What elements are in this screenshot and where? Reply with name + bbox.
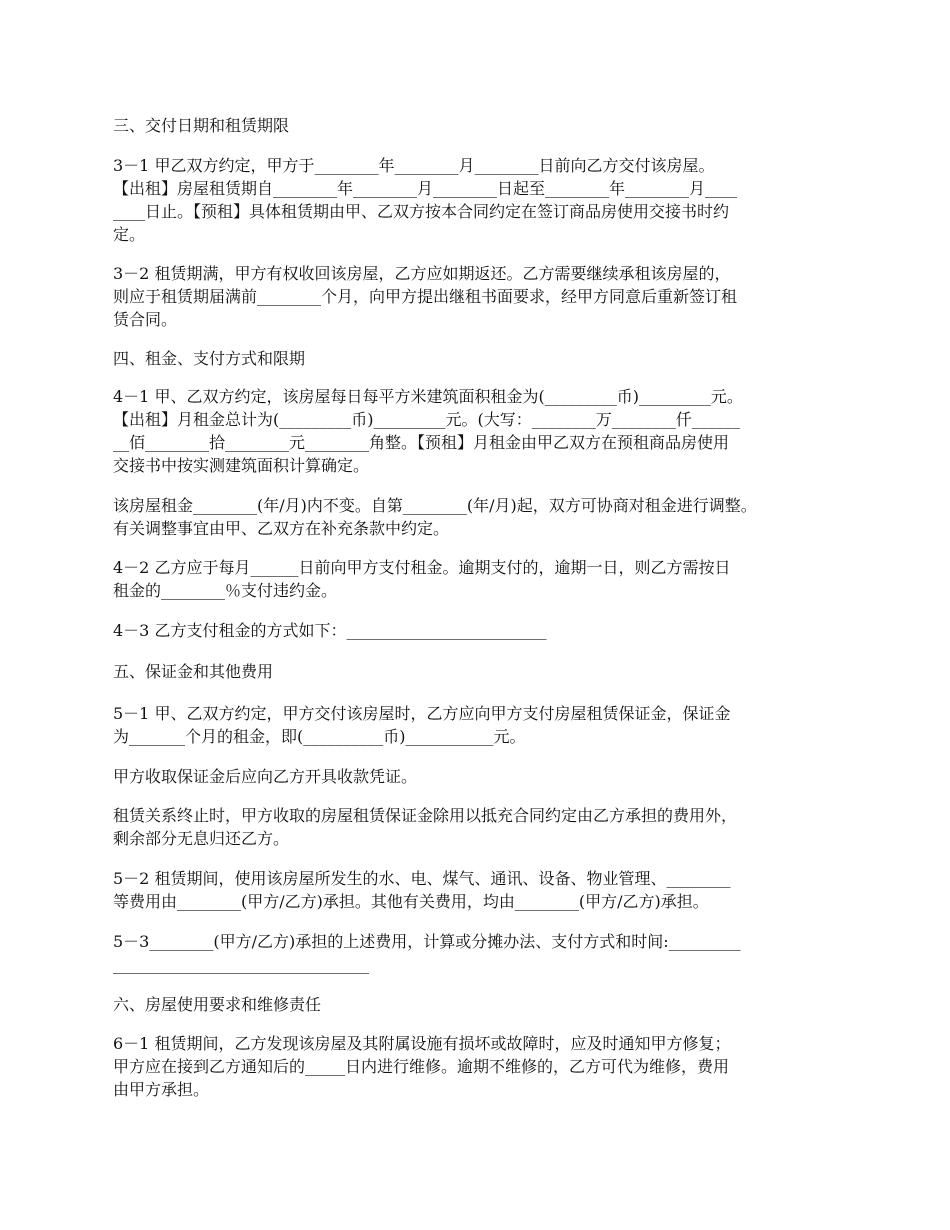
clause-4-1-line-1: 4－1 甲、乙双方约定，该房屋每日每平方米建筑面积租金为(_________币)_________元。 (113, 387, 743, 406)
clause-3-2-line-3: 赁合同。 (113, 310, 178, 329)
clause-3-2-line-1: 3－2 租赁期满，甲方有权收回该房屋，乙方应如期返还。乙方需要继续承租该房屋的， (113, 264, 731, 283)
section-heading: 四、租金、支付方式和限期 (113, 349, 306, 368)
clause-6-1-line-2: 甲方应在接到乙方通知后的_____日内进行维修。逾期不维修的，乙方可代为维修，费用 (113, 1057, 730, 1076)
clause-5-2-line-1: 5－2 租赁期间，使用该房屋所发生的水、电、煤气、通讯、设备、物业管理、________ (113, 869, 731, 888)
clause-4-2-line-2: 租金的________％支付违约金。 (113, 581, 338, 600)
clause-4-2-line-1: 4－2 乙方应于每月______日前向甲方支付租金。逾期支付的，逾期一日，则乙方需按日 (113, 558, 731, 577)
clause-3-1-line-4: 定。 (113, 225, 146, 244)
deposit-return-line-2: 剩余部分无息归还乙方。 (113, 829, 290, 848)
clause-3-1-line-3: ____日止。【预租】具体租赁期由甲、乙双方按本合同约定在签订商品房使用交接书时约 (113, 202, 730, 221)
clause-4-1-line-3: __佰________拾________元________角整。【预租】月租金由甲乙双方在预租商品房使用 (113, 433, 730, 452)
rent-adjust-line-2: 有关调整事宜由甲、乙双方在补充条款中约定。 (113, 519, 450, 538)
clause-3-2-line-2: 则应于租赁期届满前________个月，向甲方提出继租书面要求，经甲方同意后重新签订租 (113, 287, 738, 306)
clause-5-1-line-2: 为_______个月的租金，即(__________币)___________元。 (113, 727, 526, 746)
rent-adjust-line-1: 该房屋租金________(年/月)内不变。自第________(年/月)起，双方可协商对租金进行调整。 (113, 496, 757, 515)
deposit-receipt-line: 甲方收取保证金后应向乙方开具收款凭证。 (113, 767, 418, 786)
clause-5-2-line-2: 等费用由________(甲方/乙方)承担。其他有关费用，均由________(甲方/乙方)承担。 (113, 892, 709, 911)
clause-4-1-line-4: 交接书中按实测建筑面积计算确定。 (113, 456, 370, 475)
clause-3-1-line-2: 【出租】房屋租赁期自________年________月________日起至________年________月____ (113, 179, 738, 198)
clause-5-3-line-1: 5－3________(甲方/乙方)承担的上述费用，计算或分摊办法、支付方式和时间:_________ (113, 932, 741, 951)
clause-3-1-line-1: 3－1 甲乙双方约定，甲方于________年________月________日前向乙方交付该房屋。 (113, 156, 715, 175)
clause-4-3-line-1: 4－3 乙方支付租金的方式如下：_________________________ (113, 621, 547, 640)
section-heading: 三、交付日期和租赁期限 (113, 116, 290, 135)
section-heading: 六、房屋使用要求和维修责任 (113, 995, 322, 1014)
clause-5-3-line-2: ________________________________ (113, 955, 369, 974)
section-heading: 五、保证金和其他费用 (113, 662, 274, 681)
deposit-return-line-1: 租赁关系终止时，甲方收取的房屋租赁保证金除用以抵充合同约定由乙方承担的费用外， (113, 806, 738, 825)
clause-4-1-line-2: 【出租】月租金总计为(_________币)_________元。(大写：________万________仟______ (113, 410, 740, 429)
clause-5-1-line-1: 5－1 甲、乙双方约定，甲方交付该房屋时，乙方应向甲方支付房屋租赁保证金，保证金 (113, 704, 731, 723)
clause-6-1-line-1: 6－1 租赁期间，乙方发现该房屋及其附属设施有损坏或故障时，应及时通知甲方修复； (113, 1034, 731, 1053)
clause-6-1-line-3: 由甲方承担。 (113, 1080, 210, 1099)
